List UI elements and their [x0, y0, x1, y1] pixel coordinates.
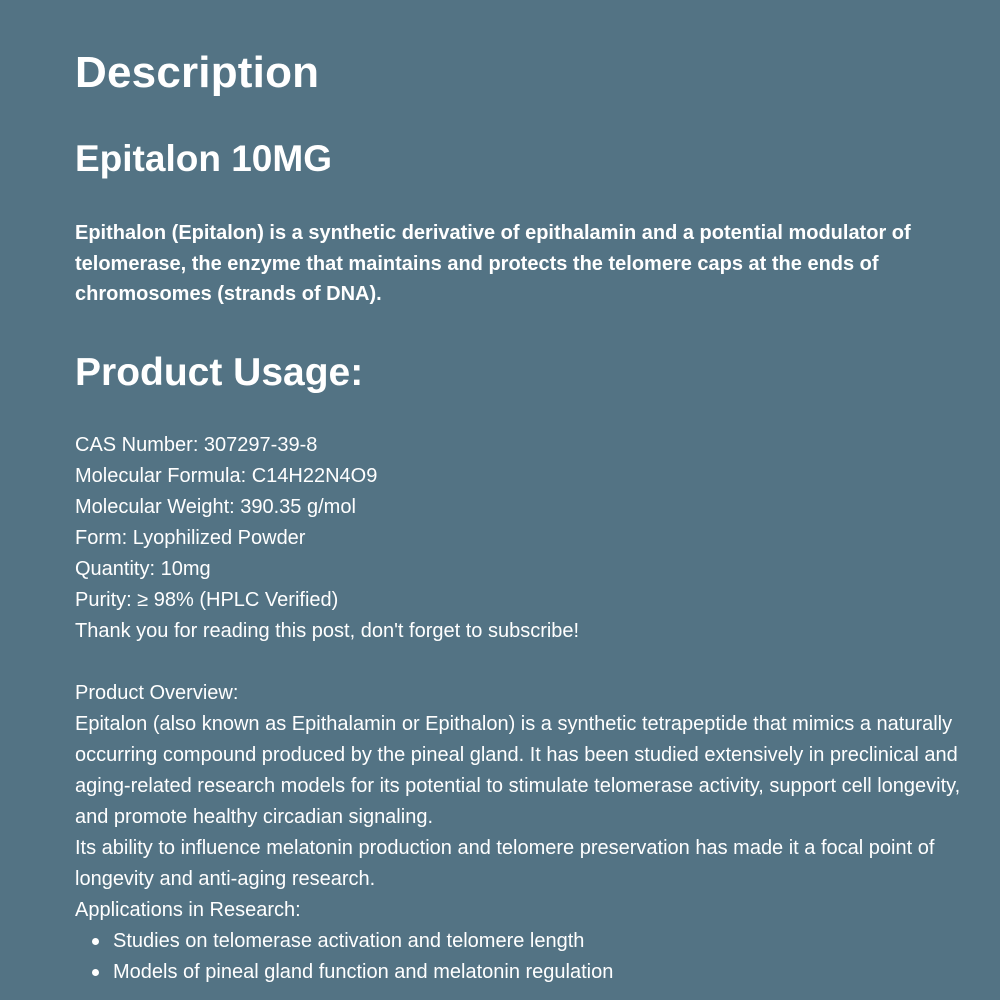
- description-heading: Description: [75, 48, 320, 97]
- list-item: [89, 926, 975, 957]
- list-item-text: Studies on telomerase activation and telomere length: [113, 930, 585, 952]
- list-item-text: Models of pineal gland function and melatonin regulation: [113, 961, 614, 983]
- overview-paragraph-2: Its ability to influence melatonin production and telomere preservation has made it a focal point of longevity and anti-aging research.: [75, 837, 935, 890]
- product-usage-heading: Product Usage:: [75, 351, 364, 394]
- overview-title: Product Overview:: [75, 682, 239, 704]
- spec-molecular-formula: Molecular Formula: C14H22N4O9: [75, 465, 378, 487]
- spec-cas-number: CAS Number: 307297-39-8: [75, 434, 318, 456]
- product-usage-body: [75, 430, 975, 988]
- spec-molecular-weight: Molecular Weight: 390.35 g/mol: [75, 496, 356, 518]
- subscribe-note: Thank you for reading this post, don't forget to subscribe!: [75, 620, 580, 642]
- applications-title: Applications in Research:: [75, 899, 301, 921]
- bullet-icon: [92, 938, 99, 945]
- bullet-icon: [92, 969, 99, 976]
- spec-purity: Purity: ≥ 98% (HPLC Verified): [75, 589, 339, 611]
- applications-list: [75, 926, 975, 988]
- list-item: [89, 957, 975, 988]
- intro-paragraph: Epithalon (Epitalon) is a synthetic derivative of epithalamin and a potential modulator of telomerase, the enzyme that maintains and protects the telomere caps at the ends of chromosomes (strands of DNA).: [75, 222, 911, 305]
- product-name-heading: Epitalon 10MG: [75, 138, 332, 179]
- spacer: [75, 647, 975, 678]
- overview-paragraph-1: Epitalon (also known as Epithalamin or Epithalon) is a synthetic tetrapeptide that mimics a naturally occurring compound produced by the pineal gland. It has been studied extensively in preclinical and aging-related research models for its potential to stimulate telomerase activity, support cell longevity, and promote healthy circadian signaling.: [75, 713, 961, 828]
- spec-form: Form: Lyophilized Powder: [75, 527, 306, 549]
- spec-quantity: Quantity: 10mg: [75, 558, 211, 580]
